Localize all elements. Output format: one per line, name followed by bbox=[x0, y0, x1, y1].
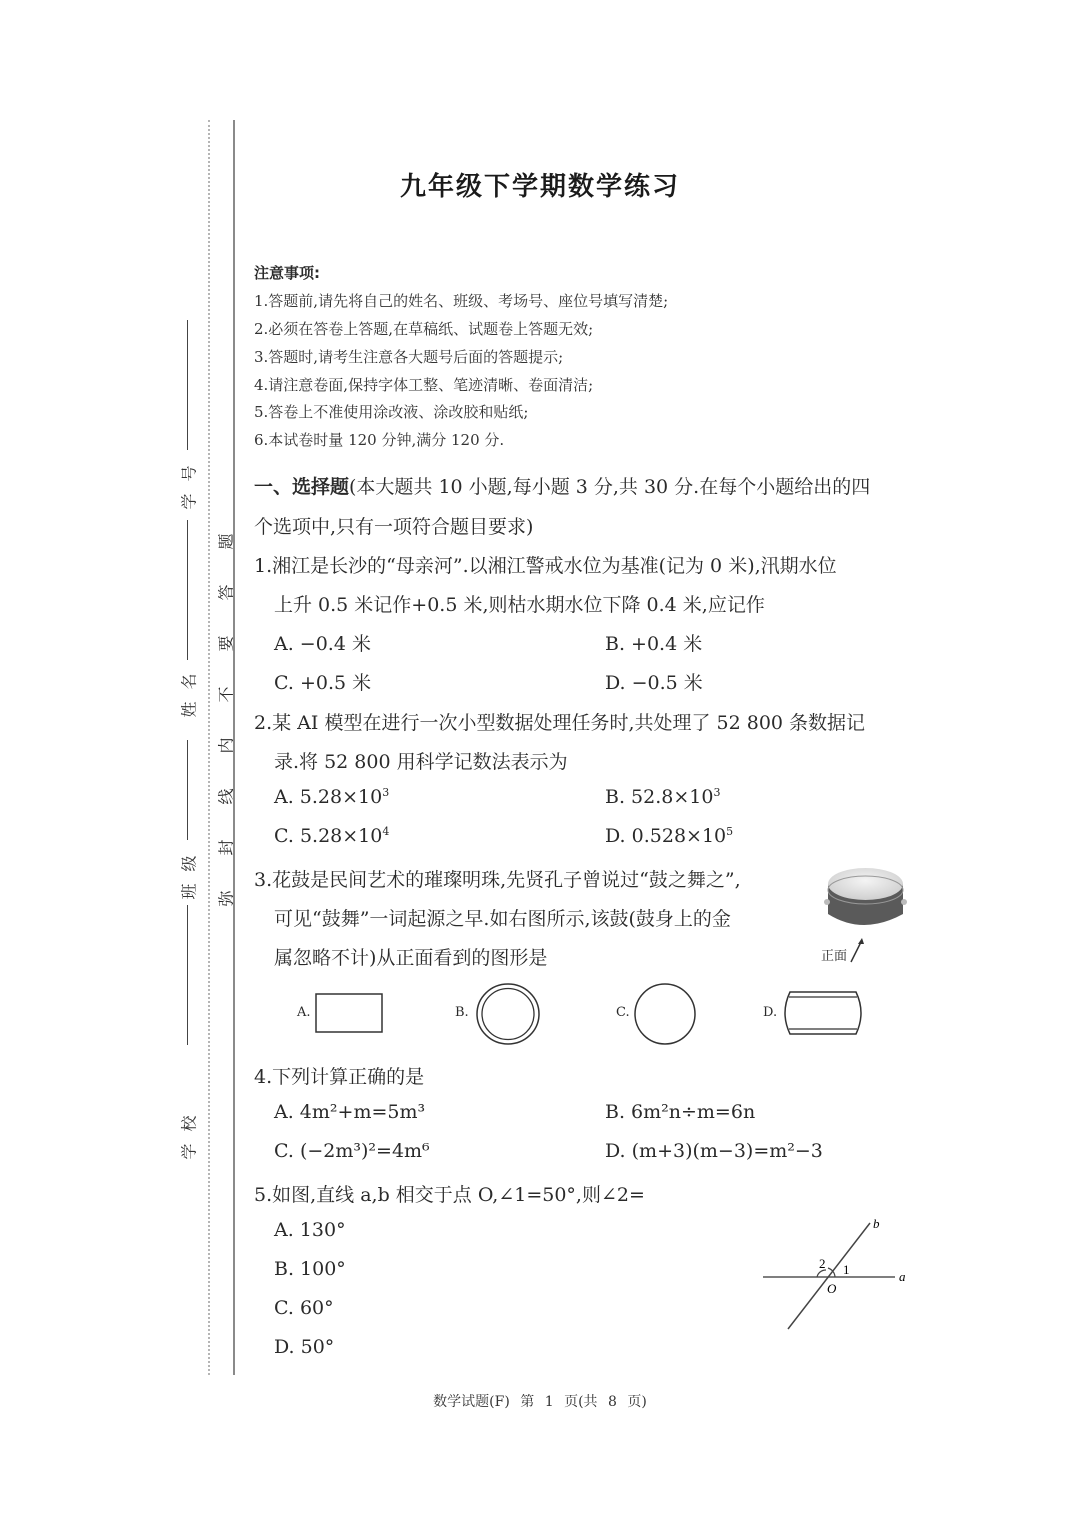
field-student-id-label: 学号 bbox=[179, 453, 199, 510]
section-desc: (本大题共 10 小题,每小题 3 分,共 30 分.在每个小题给出的四 bbox=[349, 476, 871, 498]
question-number: 4. bbox=[254, 1066, 273, 1088]
seal-char: 封 bbox=[216, 839, 236, 856]
notice-item: 6.本试卷时量 120 分钟,满分 120 分. bbox=[254, 431, 505, 449]
notice-item: 4.请注意卷面,保持字体工整、笔迹清晰、卷面清洁; bbox=[254, 376, 594, 394]
field-class-label: 班级 bbox=[179, 843, 199, 900]
question-text: 某 AI 模型在进行一次小型数据处理任务时,共处理了 52 800 条数据记 bbox=[272, 712, 866, 734]
field-student-id-blank[interactable] bbox=[187, 320, 188, 450]
q4-option-a[interactable]: A. 4m²+m=5m³ bbox=[274, 1101, 426, 1123]
rectangle-shape[interactable] bbox=[314, 992, 384, 1034]
seal-char: 题 bbox=[216, 533, 236, 550]
notice-heading: 注意事项: bbox=[254, 264, 320, 282]
page-footer: 数学试题(F) 第 1 页(共 8 页) bbox=[433, 1394, 647, 1410]
field-school-label: 学校 bbox=[179, 1103, 199, 1160]
label-a: a bbox=[899, 1269, 906, 1284]
seal-dotted-line bbox=[208, 120, 210, 1375]
seal-char: 要 bbox=[216, 635, 236, 652]
seal-char: 答 bbox=[216, 584, 236, 601]
seal-char: 弥 bbox=[216, 890, 236, 907]
label-b: b bbox=[873, 1216, 880, 1231]
q3-option-d-label[interactable]: D. bbox=[763, 1005, 778, 1020]
question-number: 5. bbox=[254, 1184, 273, 1206]
double-circle-shape[interactable] bbox=[474, 982, 542, 1046]
q3-option-c-label[interactable]: C. bbox=[616, 1005, 630, 1020]
q5-option-c[interactable]: C. 60° bbox=[274, 1297, 334, 1319]
notice-item: 5.答卷上不准使用涂改液、涂改胶和贴纸; bbox=[254, 403, 529, 421]
exponent: 4 bbox=[382, 825, 390, 838]
question-1 bbox=[254, 551, 837, 578]
exponent: 3 bbox=[382, 786, 390, 799]
drum-side-shape[interactable] bbox=[780, 988, 868, 1038]
q1-option-c[interactable]: C. +0.5 米 bbox=[274, 672, 372, 694]
q4-option-d[interactable]: D. (m+3)(m−3)=m²−3 bbox=[605, 1140, 823, 1162]
seal-char: 内 bbox=[216, 737, 236, 754]
angle-1-label: 1 bbox=[843, 1262, 850, 1277]
option-text: A. 5.28×10 bbox=[274, 786, 383, 808]
question-3-cont: 属忽略不计)从正面看到的图形是 bbox=[274, 947, 548, 969]
exponent: 5 bbox=[726, 825, 734, 838]
exponent: 3 bbox=[713, 786, 721, 799]
question-number: 3. bbox=[254, 869, 273, 891]
section-desc-cont: 个选项中,只有一项符合题目要求) bbox=[254, 516, 534, 538]
question-2 bbox=[254, 708, 865, 735]
question-text: 如图,直线 a,b 相交于点 O,∠1=50°,则∠2= bbox=[272, 1184, 645, 1206]
question-3 bbox=[254, 865, 741, 892]
q1-option-d[interactable]: D. −0.5 米 bbox=[605, 672, 703, 694]
question-text: 下列计算正确的是 bbox=[272, 1066, 425, 1088]
notice-item: 3.答题时,请考生注意各大题号后面的答题提示; bbox=[254, 348, 564, 366]
option-text: D. 0.528×10 bbox=[605, 825, 727, 847]
seal-char: 线 bbox=[216, 788, 236, 805]
field-name-blank[interactable] bbox=[187, 520, 188, 660]
question-3-cont: 可见“鼓舞”一词起源之早.如右图所示,该鼓(鼓身上的金 bbox=[274, 908, 731, 930]
section-title: 一、选择题 bbox=[254, 476, 350, 498]
field-name-lead bbox=[187, 740, 188, 840]
intersecting-lines-figure bbox=[755, 1212, 915, 1334]
q3-option-a-label[interactable]: A. bbox=[297, 1005, 311, 1020]
q2-option-c[interactable] bbox=[274, 825, 389, 847]
question-text: 湘江是长沙的“母亲河”.以湘江警戒水位为基准(记为 0 米),汛期水位 bbox=[272, 555, 837, 577]
field-name-label: 姓名 bbox=[179, 661, 199, 718]
page-title: 九年级下学期数学练习 bbox=[399, 172, 680, 202]
q4-option-b[interactable]: B. 6m²n÷m=6n bbox=[605, 1101, 756, 1123]
field-class-blank[interactable] bbox=[187, 905, 188, 1045]
seal-char: 不 bbox=[216, 686, 236, 703]
question-text: 花鼓是民间艺术的璀璨明珠,先贤孔子曾说过“鼓之舞之”, bbox=[272, 869, 741, 891]
circle-shape[interactable] bbox=[632, 982, 698, 1046]
question-2-cont: 录.将 52 800 用科学记数法表示为 bbox=[274, 751, 568, 773]
point-o-label: O bbox=[827, 1281, 837, 1296]
section-heading bbox=[254, 472, 870, 499]
q2-option-d[interactable] bbox=[605, 825, 733, 847]
angle-2-label: 2 bbox=[819, 1256, 826, 1271]
q1-option-b[interactable]: B. +0.4 米 bbox=[605, 633, 703, 655]
question-number: 1. bbox=[254, 555, 273, 577]
q4-option-c[interactable]: C. (−2m³)²=4m⁶ bbox=[274, 1140, 430, 1162]
option-text: C. 5.28×10 bbox=[274, 825, 383, 847]
q5-option-b[interactable]: B. 100° bbox=[274, 1258, 346, 1280]
question-5 bbox=[254, 1180, 645, 1207]
seal-warning bbox=[214, 530, 236, 910]
q3-option-b-label[interactable]: B. bbox=[455, 1005, 469, 1020]
notice-item: 2.必须在答卷上答题,在草稿纸、试题卷上答题无效; bbox=[254, 320, 594, 338]
question-number: 2. bbox=[254, 712, 273, 734]
q5-option-a[interactable]: A. 130° bbox=[274, 1219, 346, 1241]
question-1-cont: 上升 0.5 米记作+0.5 米,则枯水期水位下降 0.4 米,应记作 bbox=[274, 594, 765, 616]
q2-option-a[interactable] bbox=[274, 786, 389, 808]
question-4 bbox=[254, 1062, 424, 1089]
q1-option-a[interactable]: A. −0.4 米 bbox=[274, 633, 371, 655]
drum-front-label: 正面 bbox=[821, 949, 848, 964]
q5-option-d[interactable]: D. 50° bbox=[274, 1336, 335, 1358]
notice-item: 1.答题前,请先将自己的姓名、班级、考场号、座位号填写清楚; bbox=[254, 292, 669, 310]
q2-option-b[interactable] bbox=[605, 786, 720, 808]
option-text: B. 52.8×10 bbox=[605, 786, 714, 808]
